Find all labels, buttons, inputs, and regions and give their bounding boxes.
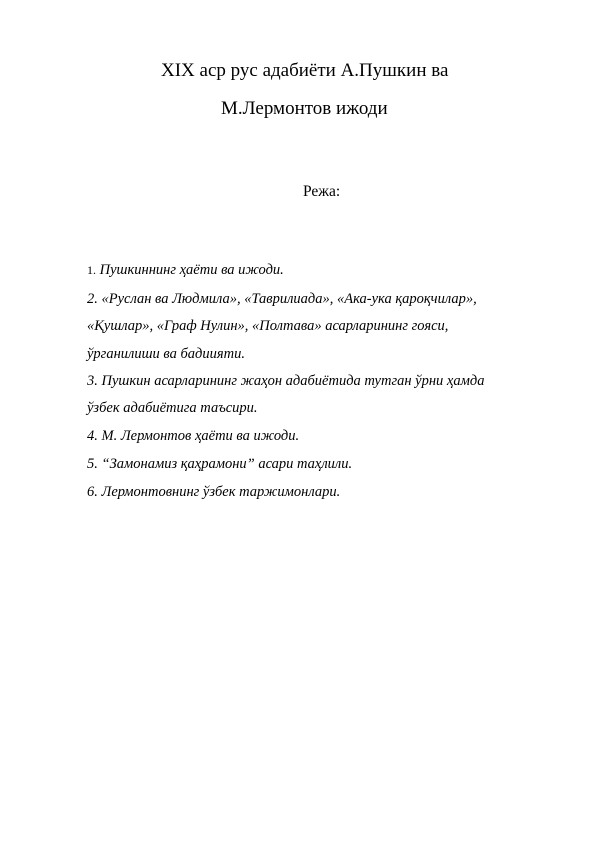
plan-item-3-line-1: 3. Пушкин асарларининг жаҳон адабиётида тутган ўрни ҳамда bbox=[87, 373, 485, 389]
plan-item-1-text: Пушкиннинг ҳаёти ва ижоди. bbox=[99, 262, 284, 278]
document-title-line-1: XIX аср рус адабиёти А.Пушкин ва bbox=[161, 60, 449, 81]
plan-item-3-line-2: ўзбек адабиётига таъсири. bbox=[87, 400, 258, 416]
plan-item-2-line-2: «Қушлар», «Граф Нулин», «Полтава» асарларининг гояси, bbox=[87, 318, 449, 334]
plan-item-1-number: 1. bbox=[87, 263, 96, 277]
plan-item-4: 4. М. Лермонтов ҳаёти ва ижоди. bbox=[87, 428, 300, 444]
plan-item-2-line-1: 2. «Руслан ва Людмила», «Таврилиада», «Ака-ука қароқчилар», bbox=[87, 291, 477, 307]
plan-item-6: 6. Лермонтовнинг ўзбек таржимонлари. bbox=[87, 484, 341, 500]
plan-item-5: 5. “Замонамиз қаҳрамони” асари таҳлили. bbox=[87, 456, 353, 472]
plan-item-1 bbox=[87, 261, 284, 279]
plan-heading: Режа: bbox=[303, 183, 341, 200]
plan-item-2-line-3: ўрганилиши ва бадиияти. bbox=[87, 346, 245, 362]
document-title-line-2: М.Лермонтов ижоди bbox=[221, 98, 388, 119]
